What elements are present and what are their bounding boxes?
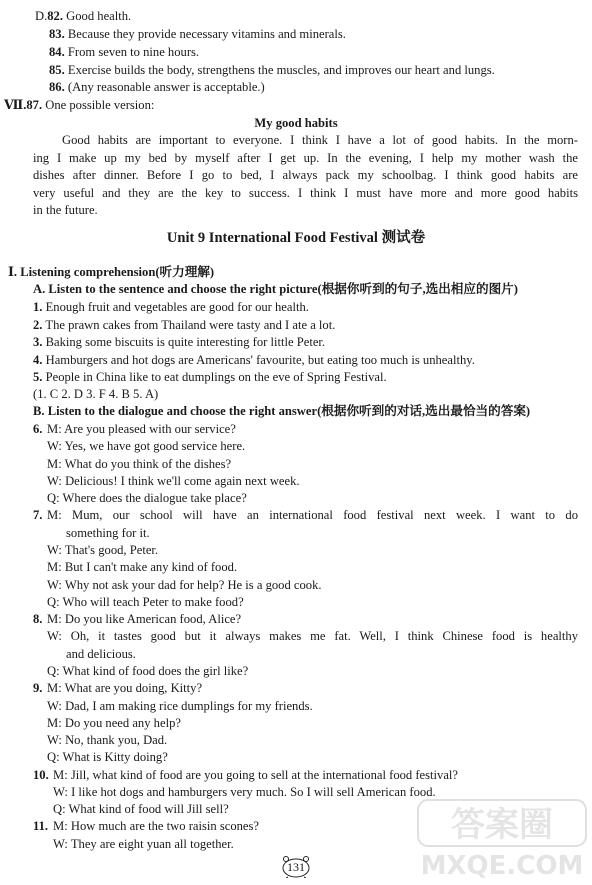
dialogue-line: W: I like hot dogs and hamburgers very much. So I will sell American food. (53, 785, 436, 799)
dialogue-line: W: Oh, it tastes good but it always makes me fat. Well, I think Chinese food is healthy (47, 629, 578, 643)
dialogue-line: M: Do you need any help? (47, 716, 181, 730)
dialogue-line: W: Dad, I am making rice dumplings for my friends. (47, 699, 313, 713)
item-text: Enough fruit and vegetables are good for our health. (42, 300, 309, 314)
answer-key: (1. C 2. D 3. F 4. B 5. A) (33, 387, 159, 401)
item-text: Baking some biscuits is quite interesting for little Peter. (42, 335, 326, 349)
essay-line: Good habits are important to everyone. I think I have a lot of good habits. In the morn- (62, 133, 578, 147)
answer-85 (49, 62, 495, 79)
item-number: 2. (33, 318, 43, 332)
essay-line: dishes after dinner. Before I go to bed, I always pack my schoolbag. I think good habits are (33, 168, 578, 182)
item-text: Hamburgers and hot dogs are Americans' favourite, but eating too much is unhealthy. (42, 353, 475, 367)
answer-number: 84. (49, 45, 65, 59)
listening-item (33, 369, 387, 386)
item-number: 1. (33, 300, 43, 314)
section-roman: Ⅶ. (4, 98, 27, 112)
answer-text: One possible version: (42, 98, 155, 112)
answer-number: 83. (49, 27, 65, 41)
item-text: The prawn cakes from Thailand were tasty and I ate a lot. (42, 318, 336, 332)
dialogue-line: M: How much are the two raisin scones? (53, 819, 259, 833)
dialogue-line: W: No, thank you, Dad. (47, 733, 168, 747)
answer-number: 82. (47, 9, 63, 23)
dialogue-line: W: That's good, Peter. (47, 543, 159, 557)
dialogue-number: 8. (33, 612, 43, 626)
item-number: 5. (33, 370, 43, 384)
answer-label: D. (35, 9, 48, 23)
dialogue-line: M: Do you like American food, Alice? (47, 612, 242, 626)
unit-title: Unit 9 International Food Festival 测试卷 (166, 230, 426, 246)
answer-84 (49, 44, 199, 61)
dialogue-line: W: They are eight yuan all together. (53, 837, 234, 851)
dialogue-number: 7. (33, 508, 43, 522)
listening-item (33, 317, 335, 334)
dialogue-line: M: Are you pleased with our service? (47, 422, 236, 436)
watermark-bottom-text: MXQE.COM (420, 851, 584, 880)
dialogue-line: Q: What kind of food does the girl like? (47, 664, 249, 678)
dialogue-number: 9. (33, 681, 43, 695)
essay-line: ing I make up my bed by myself after I get up. In the evening, I help my mother wash the (33, 151, 578, 165)
essay-line: very useful and they are the key to success. I think I must have more and more good habits (33, 186, 578, 200)
answer-82 (35, 8, 131, 25)
part-b-instruction: B. Listen to the dialogue and choose the right answer(根据你听到的对话,选出最恰当的答案) (33, 404, 531, 418)
essay-line: in the future. (33, 203, 98, 217)
dialogue-line: Q: What kind of food will Jill sell? (53, 802, 229, 816)
answer-text: From seven to nine hours. (64, 45, 200, 59)
answer-86 (49, 79, 265, 96)
dialogue-line: Q: Who will teach Peter to make food? (47, 595, 244, 609)
listening-item (33, 352, 475, 369)
dialogue-number: 6. (33, 422, 43, 436)
watermark-top-text: 答案圈 (451, 805, 553, 845)
answer-text: (Any reasonable answer is acceptable.) (64, 80, 265, 94)
watermark-logo (416, 798, 588, 880)
dialogue-line: M: Jill, what kind of food are you going to sell at the international food festival? (53, 768, 459, 782)
dialogue-line: Q: What is Kitty doing? (47, 750, 168, 764)
item-number: 3. (33, 335, 43, 349)
page-number-text: 131 (287, 860, 305, 874)
dialogue-line: W: Delicious! I think we'll come again next week. (47, 474, 300, 488)
item-text: People in China like to eat dumplings on the eve of Spring Festival. (42, 370, 387, 384)
dialogue-line: Q: Where does the dialogue take place? (47, 491, 247, 505)
part-a-instruction: A. Listen to the sentence and choose the right picture(根据你听到的句子,选出相应的图片) (33, 282, 518, 296)
answer-87 (4, 97, 154, 114)
answer-number: 86. (49, 80, 65, 94)
dialogue-line: W: Why not ask your dad for help? He is a good cook. (47, 578, 322, 592)
dialogue-line: M: Mum, our school will have an international food festival next week. I want to do (47, 508, 578, 522)
answer-number: 85. (49, 63, 65, 77)
dialogue-number: 10. (33, 768, 49, 782)
answer-number: 87. (26, 98, 43, 112)
section-heading: Ⅰ. Listening comprehension(听力理解) (8, 265, 215, 279)
listening-item (33, 334, 325, 351)
dialogue-line: something for it. (66, 526, 150, 540)
dialogue-number: 11. (33, 819, 49, 833)
answer-83 (49, 26, 346, 43)
dialogue-line: M: But I can't make any kind of food. (47, 560, 238, 574)
listening-item (33, 299, 309, 316)
dialogue-line: M: What do you think of the dishes? (47, 457, 232, 471)
answer-text: Because they provide necessary vitamins and minerals. (64, 27, 346, 41)
answer-text: Exercise builds the body, strengthens the muscles, and improves our heart and lungs. (64, 63, 495, 77)
essay-title: My good habits (254, 116, 338, 130)
answer-text: Good health. (63, 9, 132, 23)
dialogue-line: M: What are you doing, Kitty? (47, 681, 203, 695)
item-number: 4. (33, 353, 43, 367)
page-number (280, 856, 312, 878)
dialogue-line: W: Yes, we have got good service here. (47, 439, 246, 453)
dialogue-line: and delicious. (66, 647, 136, 661)
